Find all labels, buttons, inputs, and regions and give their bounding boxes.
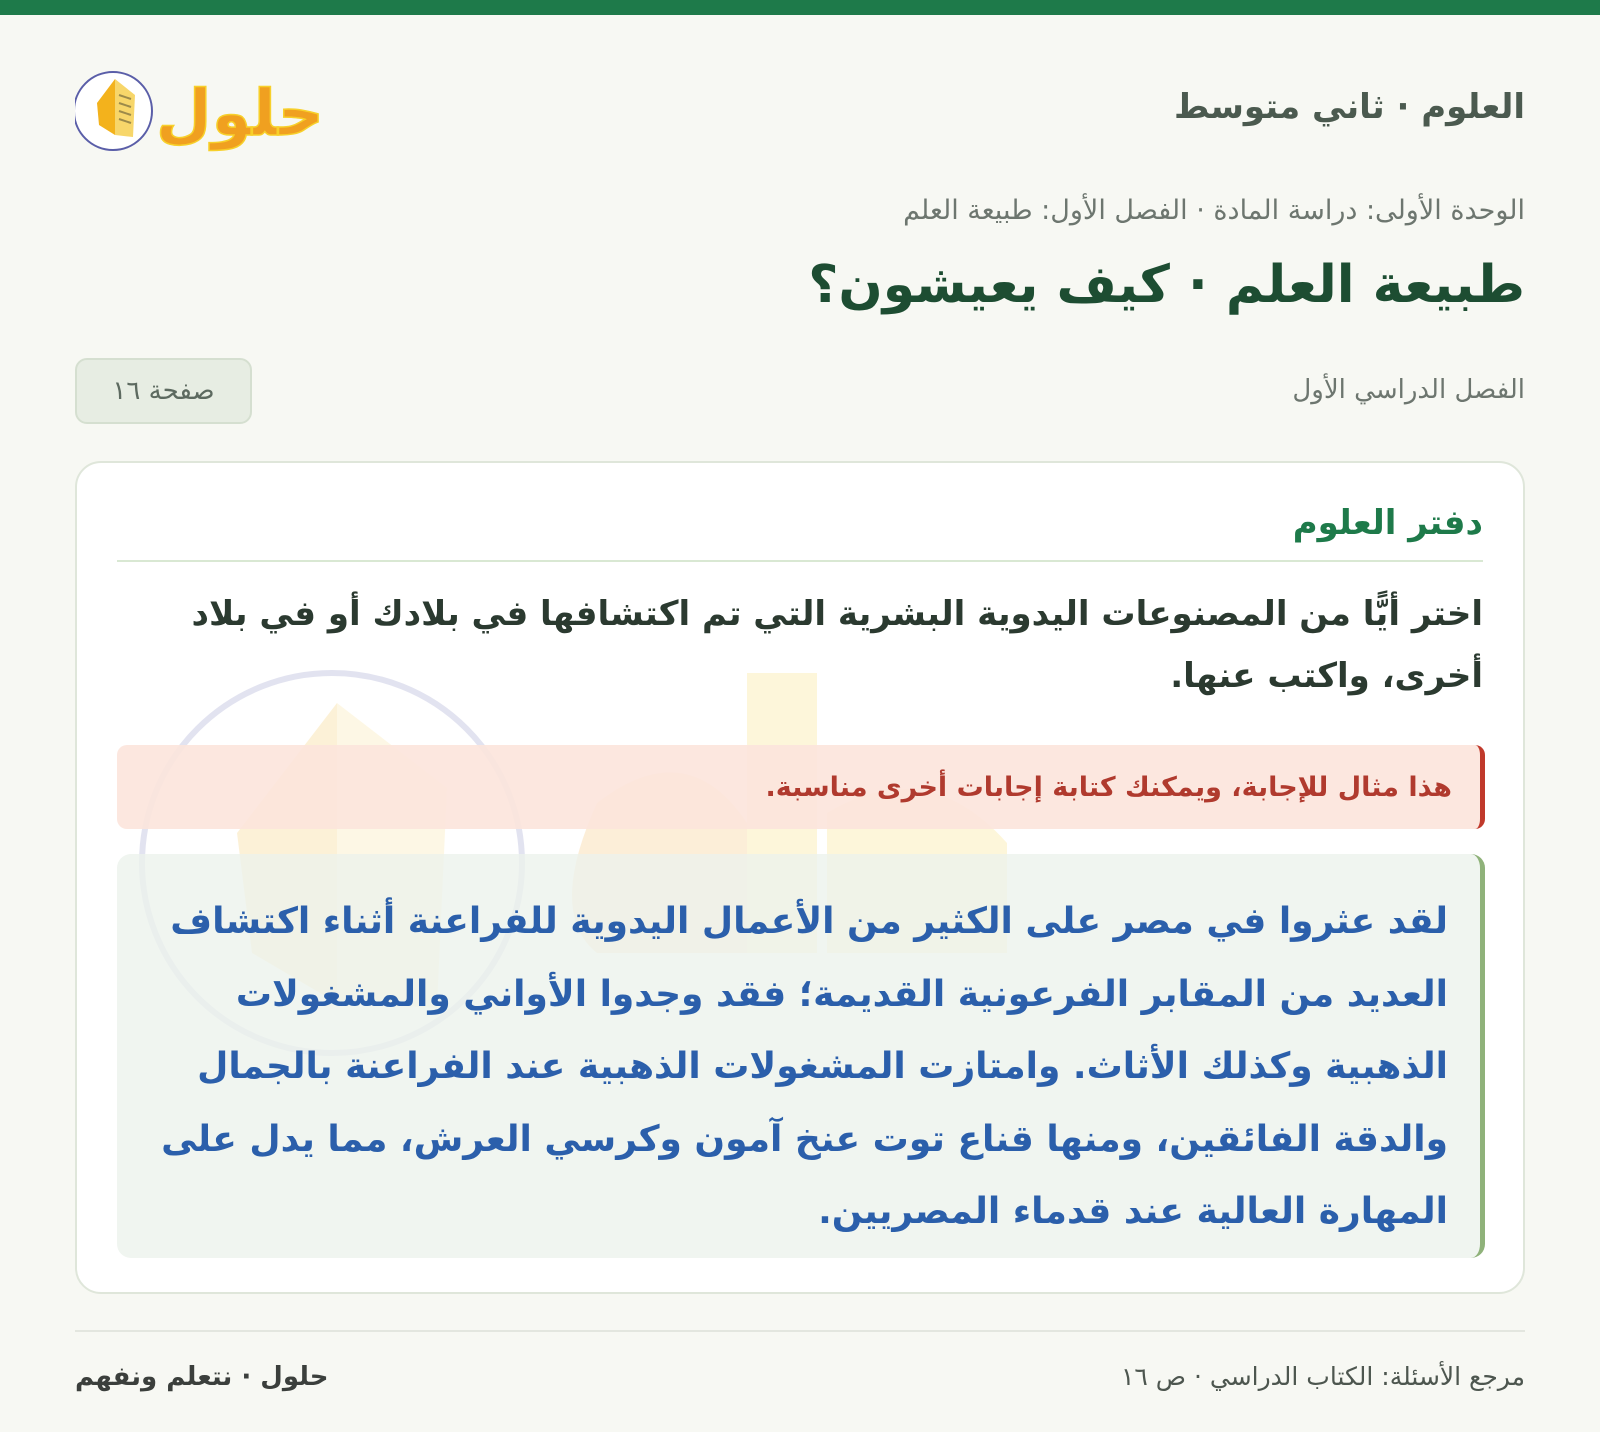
hulul-logo[interactable] [75, 55, 335, 160]
answer-text: لقد عثروا في مصر على الكثير من الأعمال اليدوية للفراعنة أثناء اكتشاف العديد من المقابر الفرعونية القديمة؛ فقد وجدوا الأواني والمشغولات الذهبية وكذلك الأثاث. وامتازت المشغولات الذهبية عند الفراعنة بالجمال والدقة الفائقين، ومنها قناع توت عنخ آمون وكرسي العرش، مما يدل على المهارة العالية عند قدماء المصريين. [161, 901, 1448, 1232]
science-notebook-card [75, 461, 1525, 1294]
page-header [75, 55, 1525, 160]
answer-note-box [117, 745, 1485, 829]
answer-box [117, 854, 1485, 1258]
page-title: طبيعة العلم · كيف يعيشون؟ [808, 255, 1525, 315]
notebook-title: دفتر العلوم [1292, 503, 1483, 543]
answer-note-text: هذا مثال للإجابة، ويمكنك كتابة إجابات أخرى مناسبة. [765, 771, 1452, 803]
footer-divider [75, 1330, 1525, 1332]
semester-label: الفصل الدراسي الأول [1292, 375, 1525, 405]
page-number-badge: صفحة ١٦ [75, 358, 252, 424]
logo-wordmark [156, 77, 324, 151]
top-accent-bar [0, 0, 1600, 15]
footer-reference: مرجع الأسئلة: الكتاب الدراسي · ص ١٦ [1120, 1362, 1525, 1391]
footer-brand: حلول · نتعلم ونفهم [75, 1362, 329, 1392]
question-text: اختر أيًّا من المصنوعات اليدوية البشرية التي تم اكتشافها في بلادك أو في بلاد أخرى، واكتب عنها. [191, 594, 1483, 696]
book-circle-icon [75, 55, 335, 160]
breadcrumb: الوحدة الأولى: دراسة المادة · الفصل الأول: طبيعة العلم [903, 195, 1525, 226]
subject-grade-title: العلوم · ثاني متوسط [1174, 87, 1525, 127]
title-divider [117, 560, 1483, 562]
svg-text:حلول: حلول [156, 77, 324, 151]
